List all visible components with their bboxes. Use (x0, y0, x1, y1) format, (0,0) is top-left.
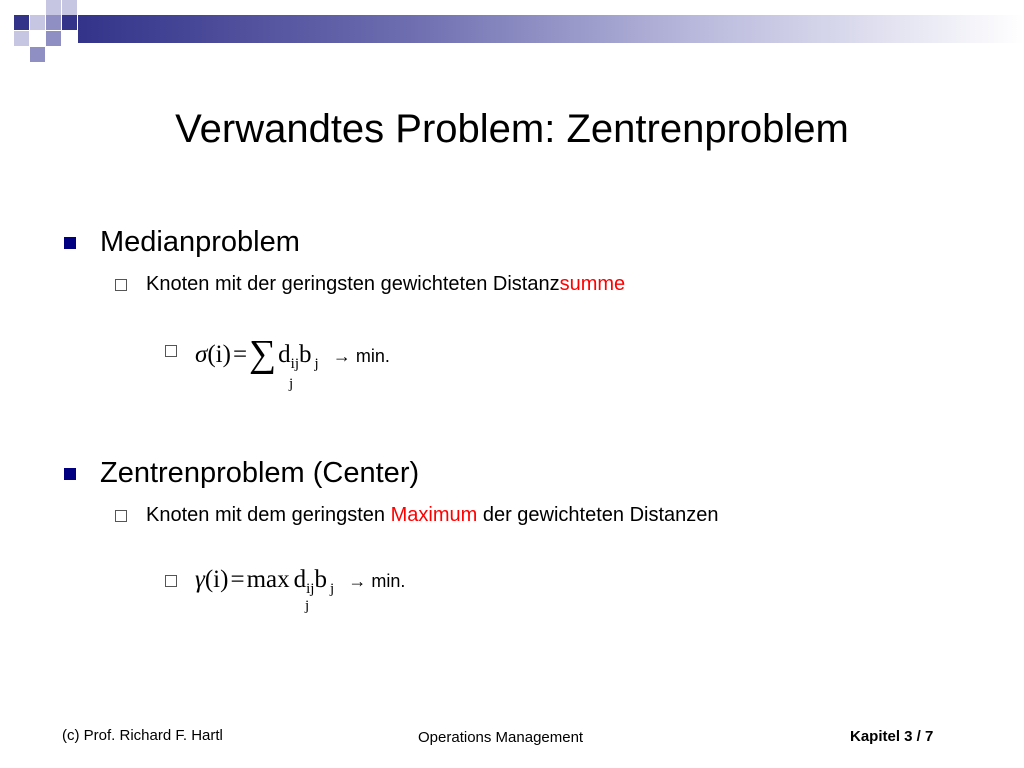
square-bullet-icon (64, 468, 76, 480)
summation-operator: ∑ (249, 333, 277, 375)
deco-square (62, 15, 77, 30)
formula-d: d (293, 566, 307, 593)
formula-arg: (i) (207, 341, 231, 368)
square-bullet-icon (64, 237, 76, 249)
center-sub-text-before: Knoten mit dem geringsten (146, 504, 391, 526)
header-decoration (0, 0, 1024, 64)
center-sub-text-after: der gewichteten Distanzen (477, 504, 719, 526)
deco-square (46, 31, 61, 46)
center-formula (195, 565, 406, 614)
formula-equals: = (230, 566, 245, 593)
max-operator: max (246, 566, 290, 593)
formula-arg: (i) (204, 566, 229, 593)
footer-course: Operations Management (418, 729, 584, 746)
gamma-symbol: γ (195, 566, 205, 593)
median-sub-highlight: summe (559, 273, 626, 295)
deco-square (14, 31, 29, 46)
formula-d-subscript: ij (290, 356, 299, 372)
deco-square (14, 15, 29, 30)
hollow-square-bullet-icon (165, 345, 177, 357)
deco-square (46, 15, 61, 30)
sub-bullet-median-text (146, 271, 625, 297)
footer-page: Kapitel 3 / 7 (850, 728, 934, 745)
formula-equals: = (232, 341, 248, 368)
formula-tail: → min. (348, 571, 406, 591)
bullet-center-heading: Zentrenproblem (Center) (100, 457, 420, 489)
hollow-square-bullet-icon (115, 279, 127, 291)
footer-author: (c) Prof. Richard F. Hartl (62, 727, 223, 744)
formula-tail: → min. (332, 346, 390, 366)
summation-index: j (289, 376, 294, 392)
formula-b: b (299, 341, 312, 368)
formula-d-subscript: ij (306, 581, 315, 597)
formula-d: d (278, 341, 291, 368)
deco-square (62, 0, 77, 15)
formula-b-subscript: j (329, 581, 335, 597)
hollow-square-bullet-icon (165, 575, 177, 587)
center-sub-highlight: Maximum (390, 504, 478, 526)
median-formula (195, 333, 390, 392)
formula-b: b (314, 566, 327, 593)
hollow-square-bullet-icon (115, 510, 127, 522)
formula-b-subscript: j (314, 356, 319, 372)
sub-bullet-center-text (146, 502, 719, 528)
bullet-median-heading: Medianproblem (100, 226, 300, 258)
median-sub-text: Knoten mit der geringsten gewichteten Distanz (146, 273, 560, 295)
max-index: j (305, 598, 310, 614)
deco-square (30, 47, 45, 62)
slide-title: Verwandtes Problem: Zentrenproblem (175, 107, 849, 151)
header-gradient-bar (78, 15, 1024, 43)
sigma-symbol: σ (195, 341, 208, 368)
deco-square (46, 0, 61, 15)
deco-square (30, 15, 45, 30)
